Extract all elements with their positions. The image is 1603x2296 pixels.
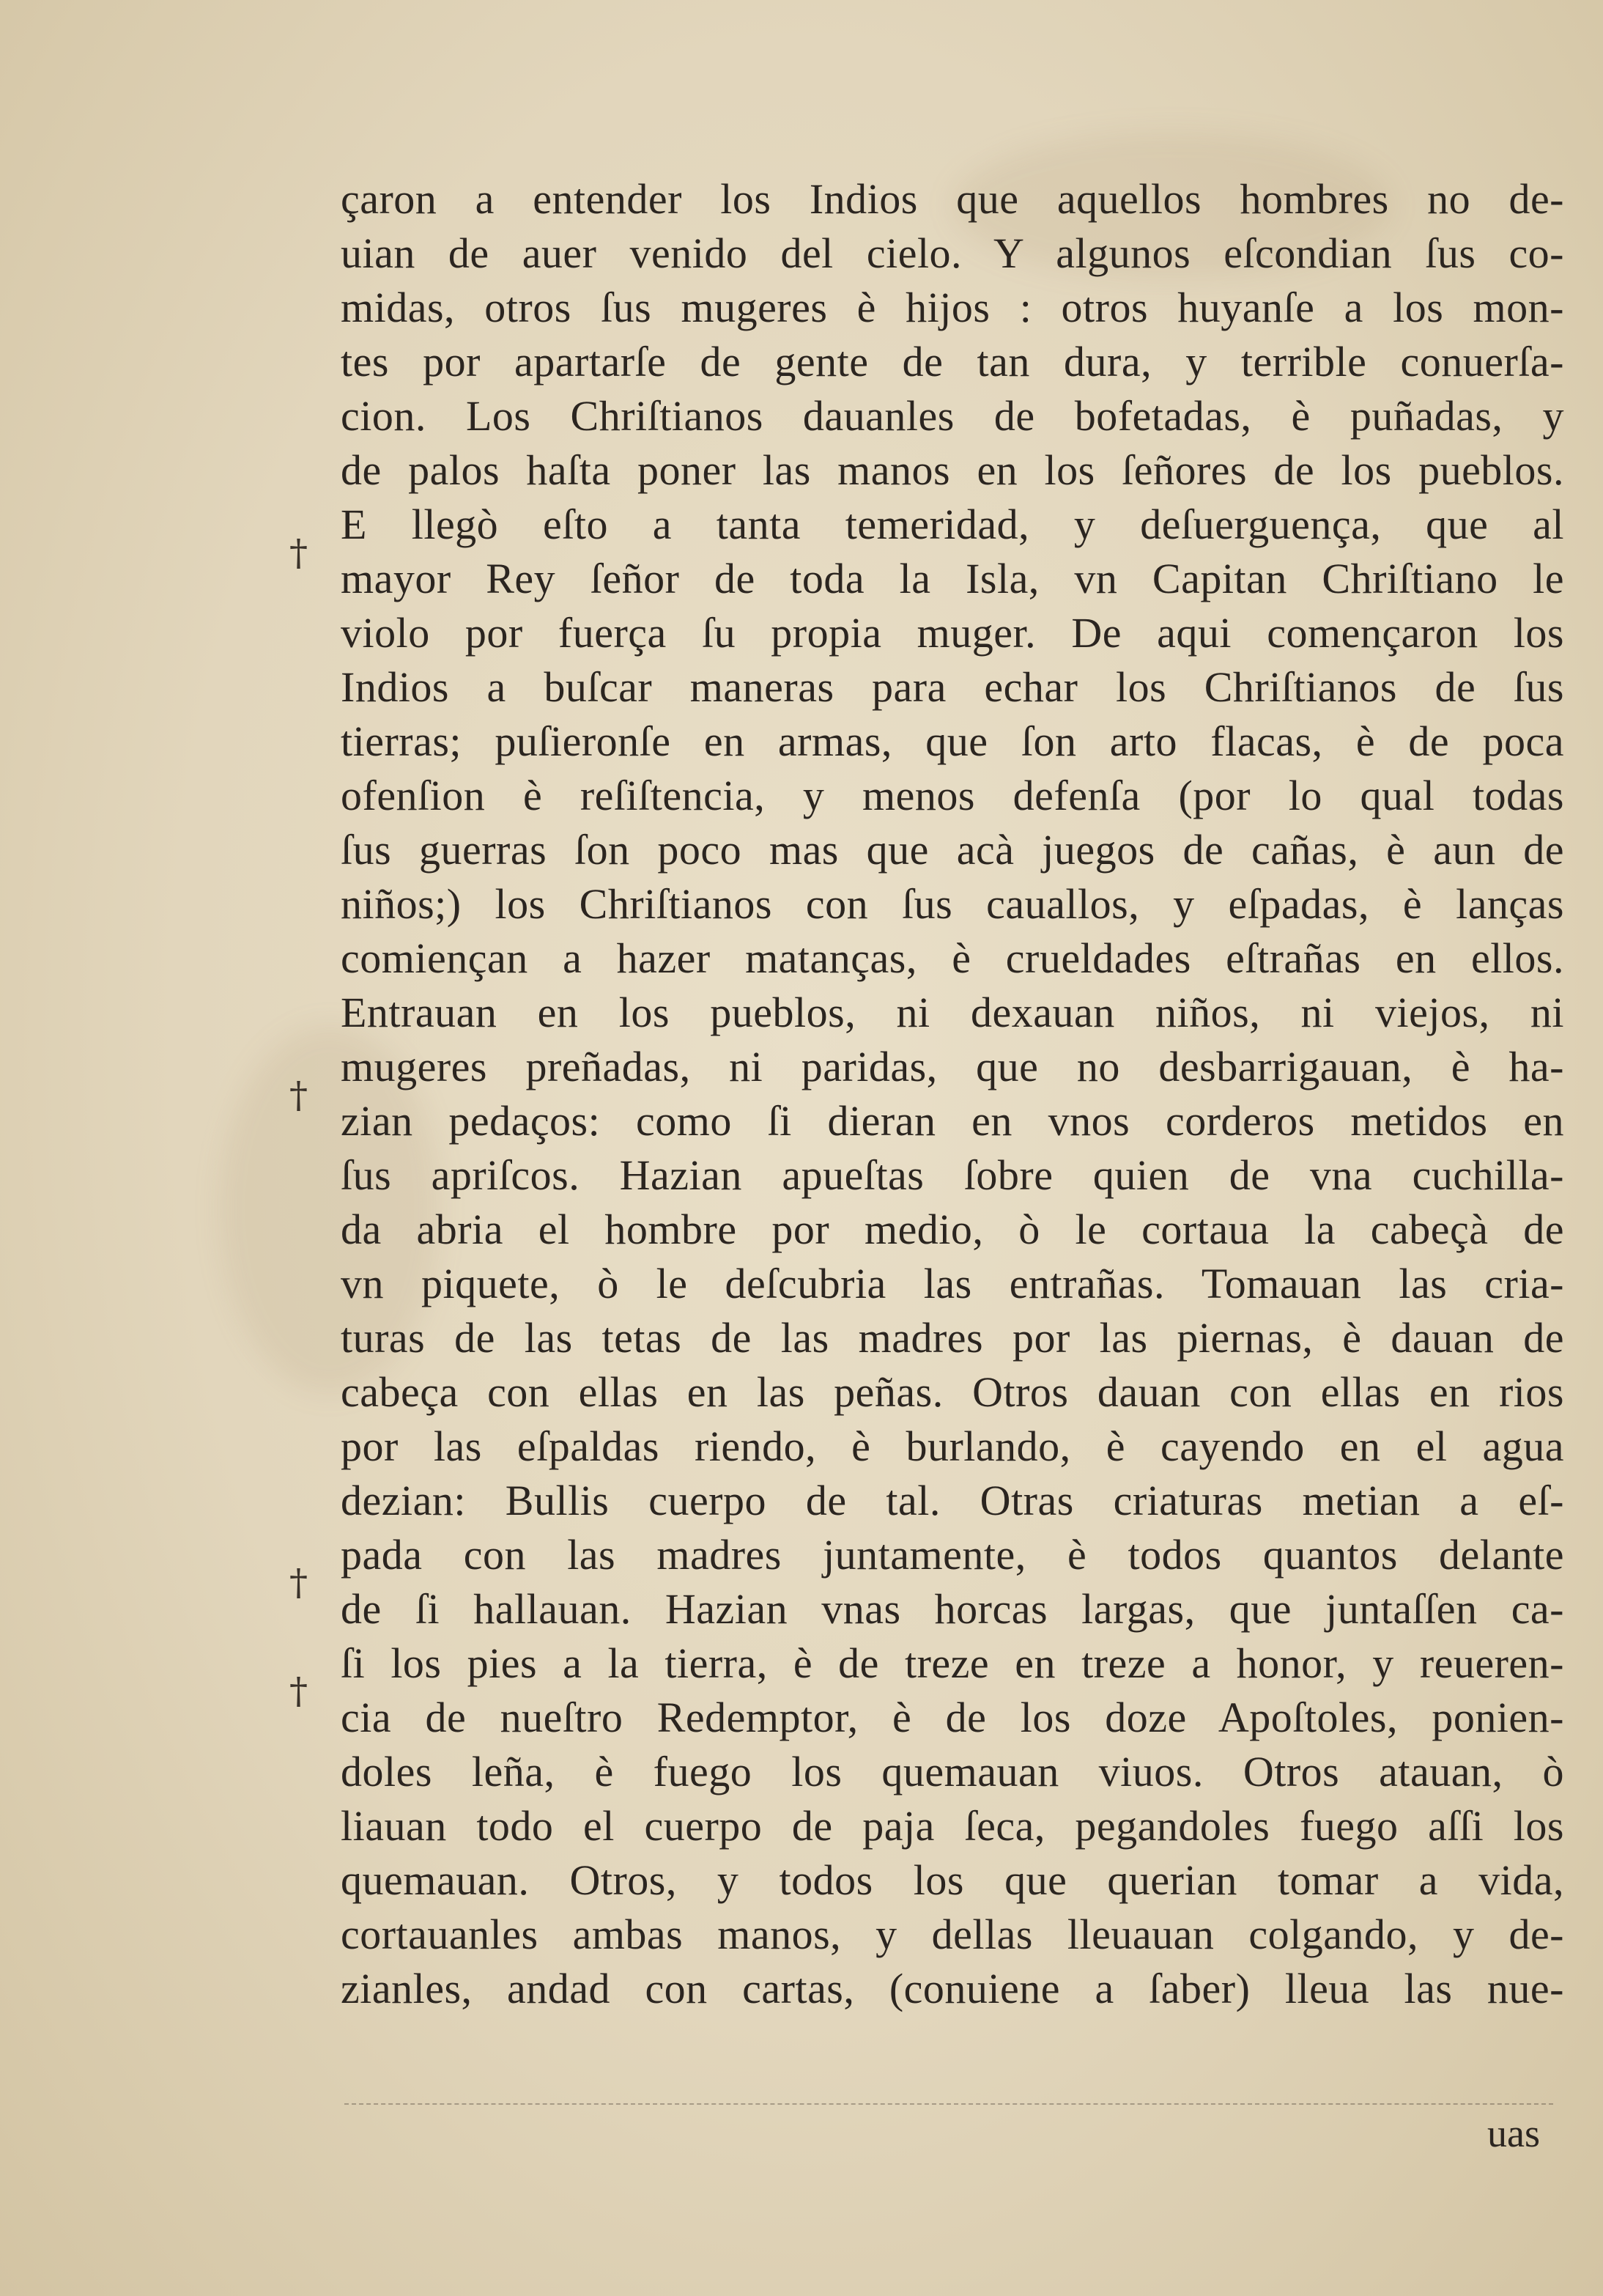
text-line: de palos haſta poner las manos en los ſeñores de los pueblos.	[341, 446, 1564, 494]
marginal-dagger-marker: †	[289, 1561, 308, 1603]
marginal-dagger-marker: †	[289, 1074, 308, 1116]
bottom-rule	[344, 2103, 1553, 2105]
text-line: violo por fuerça ſu propia muger. De aqui començaron los	[341, 609, 1564, 657]
text-line: cion. Los Chriſtianos dauanles de bofetadas, è puñadas, y	[341, 392, 1564, 440]
text-line: mayor Rey ſeñor de toda la Isla, vn Capitan Chriſtiano le	[341, 555, 1564, 602]
text-line: mugeres preñadas, ni paridas, que no desbarrigauan, è ha-	[341, 1043, 1564, 1090]
marginal-dagger-marker: †	[289, 1669, 308, 1712]
text-line: midas, otros ſus mugeres è hijos : otros huyanſe a los mon-	[341, 284, 1564, 331]
marginal-dagger-marker: †	[289, 531, 308, 574]
text-line: pada con las madres juntamente, è todos quantos delante	[341, 1531, 1564, 1579]
text-line: ſus guerras ſon poco mas que acà juegos de cañas, è aun de	[341, 826, 1564, 874]
text-line: çaron a entender los Indios que aquellos hombres no de-	[341, 175, 1564, 223]
text-line: tierras; puſieronſe en armas, que ſon arto flacas, è de poca	[341, 717, 1564, 765]
text-line: liauan todo el cuerpo de paja ſeca, pegandoles fuego aſſi los	[341, 1802, 1564, 1850]
text-line: tes por apartarſe de gente de tan dura, y terrible conuerſa-	[341, 338, 1564, 385]
text-line: zianles, andad con cartas, (conuiene a ſaber) lleua las nue-	[341, 1965, 1564, 2012]
text-line: dezian: Bullis cuerpo de tal. Otras criaturas metian a eſ-	[341, 1477, 1564, 1524]
text-line: Indios a buſcar maneras para echar los Chriſtianos de ſus	[341, 663, 1564, 711]
text-line: ſus apriſcos. Hazian apueſtas ſobre quien de vna cuchilla-	[341, 1151, 1564, 1199]
text-line: zian pedaços: como ſi dieran en vnos corderos metidos en	[341, 1097, 1564, 1145]
text-line: ofenſion è reſiſtencia, y menos defenſa (por lo qual todas	[341, 772, 1564, 819]
text-line: cia de nueſtro Redemptor, è de los doze Apoſtoles, ponien-	[341, 1694, 1564, 1741]
text-line	[341, 2016, 1564, 2070]
text-line: ſi los pies a la tierra, è de treze en treze a honor, y reueren-	[341, 1639, 1564, 1687]
text-line: quemauan. Otros, y todos los que querian tomar a vida,	[341, 1856, 1564, 1904]
text-line: da abria el hombre por medio, ò le cortaua la cabeçà de	[341, 1206, 1564, 1253]
text-line: turas de las tetas de las madres por las piernas, è dauan de	[341, 1314, 1564, 1362]
text-line: Entrauan en los pueblos, ni dexauan niños, ni viejos, ni	[341, 989, 1564, 1036]
catchword: uas	[1487, 2111, 1540, 2155]
text-line: niños;) los Chriſtianos con ſus cauallos, y eſpadas, è lanças	[341, 880, 1564, 928]
text-line: doles leña, è fuego los quemauan viuos. Otros atauan, ò	[341, 1748, 1564, 1795]
text-line: cortauanles ambas manos, y dellas lleuauan colgando, y de-	[341, 1911, 1564, 1958]
page-body-text	[341, 172, 1564, 2125]
text-line: E llegò eſto a tanta temeridad, y deſuerguença, que al	[341, 501, 1564, 548]
text-line: comiençan a hazer matanças, è crueldades eſtrañas en ellos.	[341, 934, 1564, 982]
text-line: vn piquete, ò le deſcubria las entrañas. Tomauan las cria-	[341, 1260, 1564, 1307]
text-line: de ſi hallauan. Hazian vnas horcas largas, que juntaſſen ca-	[341, 1585, 1564, 1633]
text-line: cabeça con ellas en las peñas. Otros dauan con ellas en rios	[341, 1368, 1564, 1416]
text-line: uian de auer venido del cielo. Y algunos eſcondian ſus co-	[341, 229, 1564, 277]
text-line: por las eſpaldas riendo, è burlando, è cayendo en el agua	[341, 1422, 1564, 1470]
text-line	[341, 2070, 1564, 2125]
